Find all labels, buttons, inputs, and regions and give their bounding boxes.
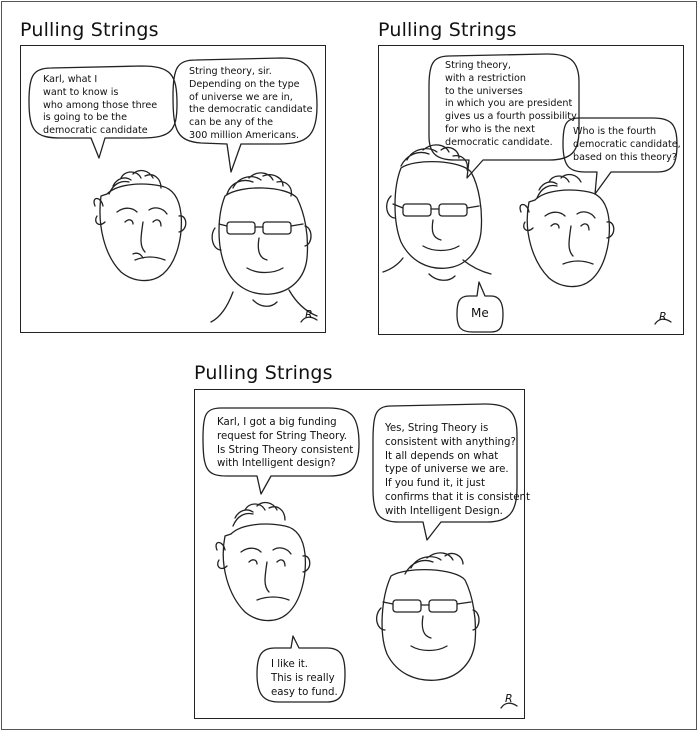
strip-2-title: Pulling Strings [378, 19, 517, 41]
bubble-text: Who is the fourth democratic candidate, based on this theory? [573, 126, 681, 163]
strip-2-panel [378, 45, 684, 335]
bubble-text: Yes, String Theory is consistent with anything? It all depends on what type of universe we are. If you fund it, it just confirms that it is consistent with Intelligent Design. [385, 423, 531, 517]
strip-1-panel [20, 45, 326, 333]
president-face-drawing [377, 553, 479, 680]
bubble-text-me: Me [471, 306, 489, 320]
bubble-text: I like it. This is really easy to fund. [271, 659, 338, 698]
strip-1-title: Pulling Strings [20, 19, 159, 41]
bubble-text: String theory, with a restriction to the universes in which you are president gives us a fourth possibility for who is the next democratic candidate. [445, 60, 577, 148]
president-face-drawing [211, 173, 317, 322]
karl-face-drawing [520, 175, 614, 287]
karl-face-drawing [216, 503, 310, 621]
president-face-drawing [383, 145, 491, 280]
strip-3-title: Pulling Strings [194, 362, 333, 384]
bubble-text: String theory, sir. Depending on the type of universe we are in, the democratic candidate can be any of the 300 million Americans. [189, 66, 313, 141]
signature: R [659, 310, 667, 323]
strip-3-panel [194, 389, 531, 719]
signature: R [305, 308, 313, 321]
bubble-text: Karl, what I want to know is who among those three is going to be the democratic candidate [43, 74, 158, 137]
bubble-text: Karl, I got a big funding request for String Theory. Is String Theory consistent with Intelligent design? [217, 417, 354, 470]
karl-face-drawing [94, 171, 186, 281]
signature: R [505, 692, 513, 705]
